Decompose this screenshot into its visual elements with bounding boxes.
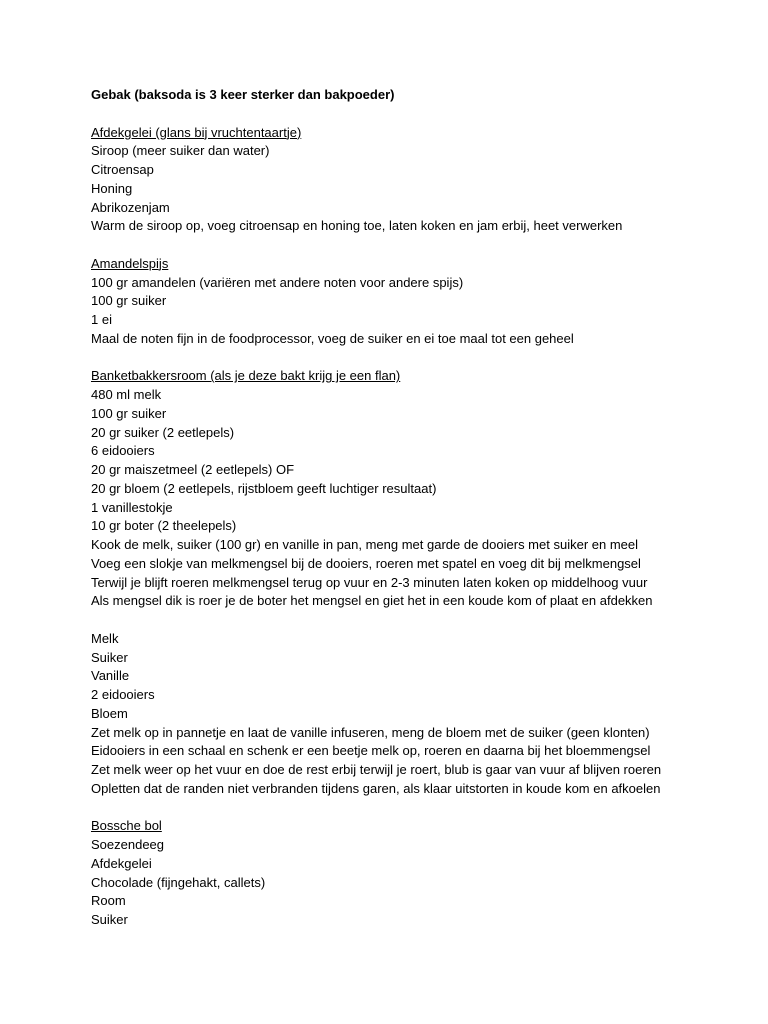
recipe-line: 480 ml melk [91, 387, 162, 402]
recipe-line: 1 ei [91, 312, 112, 327]
recipe-line: 6 eidooiers [91, 443, 155, 459]
recipe-line: Chocolade (fijngehakt, callets) [91, 874, 266, 890]
recipe-section [91, 124, 751, 237]
recipe-line: Terwijl je blijft roeren melkmengsel terug op vuur en 2-3 minuten laten koken op middelhoog vuur [91, 574, 648, 590]
recipe-line: 100 gr suiker [91, 293, 167, 309]
recipe-line: Als mengsel dik is roer je de boter het mengsel en giet het in een koude kom of plaat en afdekken [91, 593, 653, 609]
recipe-line: 1 vanillestokje [91, 499, 173, 515]
recipe-line: Kook de melk, suiker (100 gr) en vanille in pan, meng met garde de dooiers met suiker en meel [91, 537, 639, 552]
recipe-line: Melk [91, 630, 119, 646]
recipe-line: Suiker [91, 912, 128, 927]
recipe-line: 20 gr bloem (2 eetlepels, rijstbloem geeft luchtiger resultaat) [91, 480, 437, 496]
recipe-line: 20 gr suiker (2 eetlepels) [91, 424, 235, 440]
section-heading: Amandelspijs [91, 255, 169, 271]
section-spacer [91, 236, 751, 255]
recipe-line: Afdekgelei [91, 855, 152, 871]
recipe-line: Opletten dat de randen niet verbranden tijdens garen, als klaar uitstorten in koude kom en afkoelen [91, 780, 661, 796]
recipe-line: Bloem [91, 705, 128, 721]
recipe-line: Soezendeeg [91, 837, 165, 852]
recipe-line: Honing [91, 180, 133, 196]
recipe-line: Voeg een slokje van melkmengsel bij de dooiers, roeren met spatel en voeg dit bij melkmengsel [91, 555, 641, 571]
recipe-line: 100 gr suiker [91, 405, 167, 421]
recipe-line: Siroop (meer suiker dan water) [91, 143, 270, 159]
section-heading: Banketbakkersroom (als je deze bakt krijg je een flan) [91, 368, 401, 384]
recipe-line: Zet melk weer op het vuur en doe de rest erbij terwijl je roert, blub is gaar van vuur af blijven roeren [91, 762, 662, 777]
recipe-line: 10 gr boter (2 theelepels) [91, 518, 237, 534]
section-heading: Bossche bol [91, 818, 162, 834]
recipe-line: Vanille [91, 668, 130, 684]
recipe-section [91, 255, 751, 349]
recipe-section [91, 630, 751, 799]
recipe-section [91, 817, 751, 930]
recipe-section [91, 367, 751, 611]
section-spacer [91, 611, 751, 630]
document-content [91, 105, 751, 930]
section-spacer [91, 105, 751, 124]
recipe-line: Abrikozenjam [91, 199, 170, 215]
recipe-line: Suiker [91, 649, 128, 665]
recipe-line: Citroensap [91, 162, 154, 177]
section-heading: Afdekgelei (glans bij vruchtentaartje) [91, 124, 302, 140]
recipe-line: 100 gr amandelen (variëren met andere noten voor andere spijs) [91, 274, 464, 290]
recipe-line: Eidooiers in een schaal en schenk er een beetje melk op, roeren en daarna bij het bloemmengsel [91, 743, 651, 759]
recipe-line: 20 gr maiszetmeel (2 eetlepels) OF [91, 462, 295, 477]
document-page [91, 86, 751, 930]
recipe-line: Zet melk op in pannetje en laat de vanille infuseren, meng de bloem met de suiker (geen klonten) [91, 724, 650, 740]
document-title: Gebak (baksoda is 3 keer sterker dan bakpoeder) [91, 87, 395, 102]
recipe-line: Warm de siroop op, voeg citroensap en honing toe, laten koken en jam erbij, heet verwerken [91, 218, 623, 234]
section-spacer [91, 799, 751, 818]
recipe-line: 2 eidooiers [91, 687, 155, 702]
recipe-line: Room [91, 893, 126, 909]
recipe-line: Maal de noten fijn in de foodprocessor, voeg de suiker en ei toe maal tot een geheel [91, 330, 574, 346]
section-spacer [91, 349, 751, 368]
